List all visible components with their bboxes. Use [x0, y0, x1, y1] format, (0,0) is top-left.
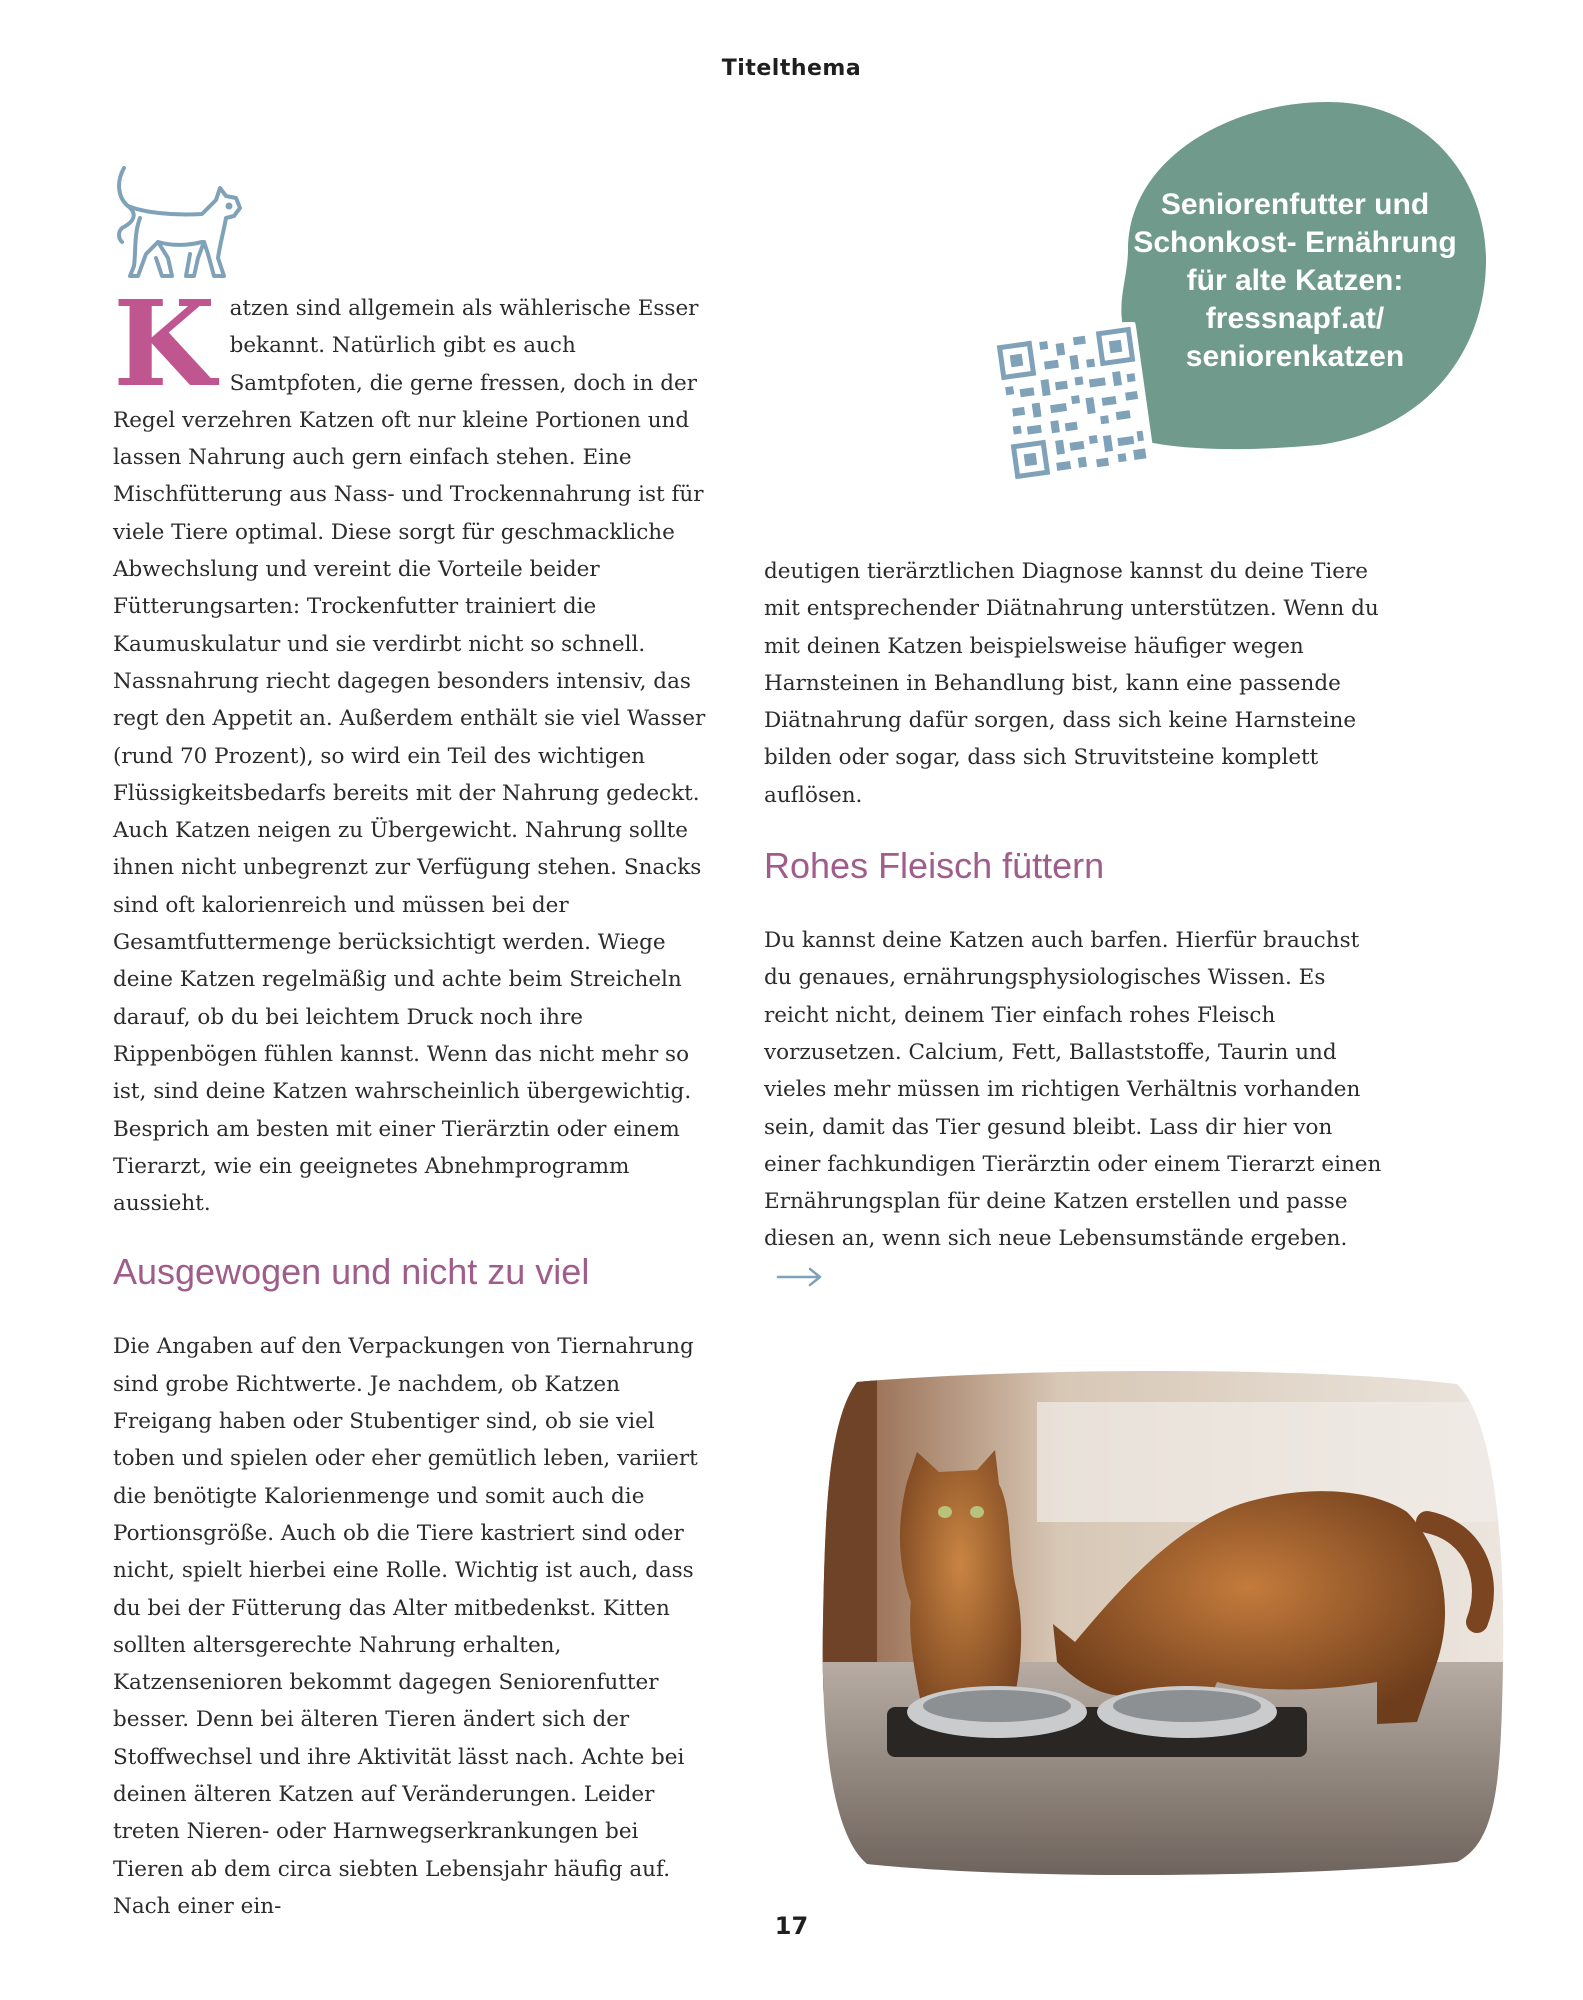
- cat-outline-icon: [112, 158, 248, 284]
- body-paragraph: Auch Katzen neigen zu Übergewicht. Nahrung sollte ihnen nicht unbegrenzt zur Verfügung stehen. Snacks sind oft kalorienreich und müssen bei der Gesamtfuttermenge berücksichtigt werden. Wiege deine Katzen regelmäßig und achte beim Streicheln darauf, ob du bei leichtem Druck noch ihre Rippenbögen fühlen kannst. Wenn das nicht mehr so ist, sind deine Katzen wahrscheinlich übergewichtig. Besprich am besten mit einer Tierärztin oder einem Tierarzt, wie ein geeignetes Abnehmprogramm aussieht.: [113, 818, 702, 1217]
- callout-link[interactable]: seniorenkatzen: [1185, 340, 1405, 373]
- intro-paragraph: atzen sind allgemein als wählerische Esser bekannt. Natürlich gibt es auch Samtpfoten, die gerne fressen, doch in der Regel verzehren Katzen oft nur kleine Portionen und lassen Nahrung auch gern einfach stehen. Eine Mischfütterung aus Nass- und Trockennahrung ist für viele Tiere optimal. Diese sorgt für geschmackliche Abwechslung und vereint die Vorteile beider Fütterungsarten: Trockenfutter trainiert die Kaumuskulatur und sie verdirbt nicht so schnell. Nassnahrung riecht dagegen besonders intensiv, das regt den Appetit an. Außerdem enthält sie viel Wasser (rund 70 Prozent), so wird ein Teil des wichtigen Flüssigkeitsbedarfs bereits mit der Nahrung gedeckt.: [113, 296, 706, 806]
- body-paragraph: Die Angaben auf den Verpackungen von Tiernahrung sind grobe Richtwerte. Je nachdem, ob Katzen Freigang haben oder Stubentiger sind, ob sie viel toben und spielen oder eher gemütlich leben, variiert die benötigte Kalorienmenge und somit auch die Portionsgröße. Auch ob die Tiere kastriert sind oder nicht, spielt hierbei eine Rolle. Wichtig ist auch, dass du bei der Fütterung das Alter mitbedenkst. Kitten sollten altersgerechte Nahrung erhalten, Katzensenioren bekommt dagegen Seniorenfutter besser. Denn bei älteren Tieren ändert sich der Stoffwechsel und ihre Aktivität lässt nach. Achte bei deinen älteren Katzen auf Veränderungen. Leider treten Nieren- oder Harnwegserkrankungen bei Tieren ab dem circa siebten Lebensjahr häufig auf. Nach einer ein-: [113, 1334, 698, 1919]
- cat-left-eye: [938, 1506, 952, 1518]
- cat-left-eye: [970, 1506, 984, 1518]
- cats-eating-photo: [817, 1362, 1507, 1882]
- callout-link[interactable]: fressnapf.at/: [1205, 302, 1385, 335]
- section-label: Titelthema: [721, 56, 862, 81]
- callout-line: Schonkost- Ernährung: [1133, 226, 1457, 259]
- heading-ausgewogen: Ausgewogen und nicht zu viel: [113, 1251, 590, 1293]
- drop-cap: K: [113, 274, 216, 413]
- arrow-right-icon[interactable]: [776, 1267, 824, 1287]
- body-paragraph: [764, 922, 1384, 1295]
- article-left-column: [113, 274, 713, 1925]
- qr-code[interactable]: [992, 322, 1154, 484]
- callout-text[interactable]: [1120, 186, 1470, 376]
- article-right-column: [764, 553, 1384, 1295]
- callout-line: Seniorenfutter und: [1160, 188, 1430, 221]
- page-number: 17: [774, 1912, 809, 1940]
- body-paragraph: deutigen tierärztlichen Diagnose kannst du deine Tiere mit entsprechender Diätnahrung unterstützen. Wenn du mit deinen Katzen beispielsweise häufiger wegen Harnsteinen in Behandlung bist, kann eine passende Diätnahrung dafür sorgen, dass sich keine Harnsteine bilden oder sogar, dass sich Struvitsteine komplett auflösen.: [764, 559, 1379, 808]
- section-2-text: Du kannst deine Katzen auch barfen. Hierfür brauchst du genaues, ernährungsphysiologisches Wissen. Es reicht nicht, deinem Tier einfach rohes Fleisch vorzusetzen. Calcium, Fett, Ballaststoffe, Taurin und vieles mehr müssen im richtigen Verhältnis vorhanden sein, damit das Tier gesund bleibt. Lass dir hier von einer fachkundigen Tierärztin oder einem Tierarzt einen Ernährungsplan für deine Katzen erstellen und passe diesen an, wenn sich neue Lebensumstände ergeben.: [764, 928, 1382, 1252]
- heading-rohes-fleisch: Rohes Fleisch füttern: [764, 845, 1105, 887]
- callout-line: für alte Katzen:: [1186, 264, 1404, 297]
